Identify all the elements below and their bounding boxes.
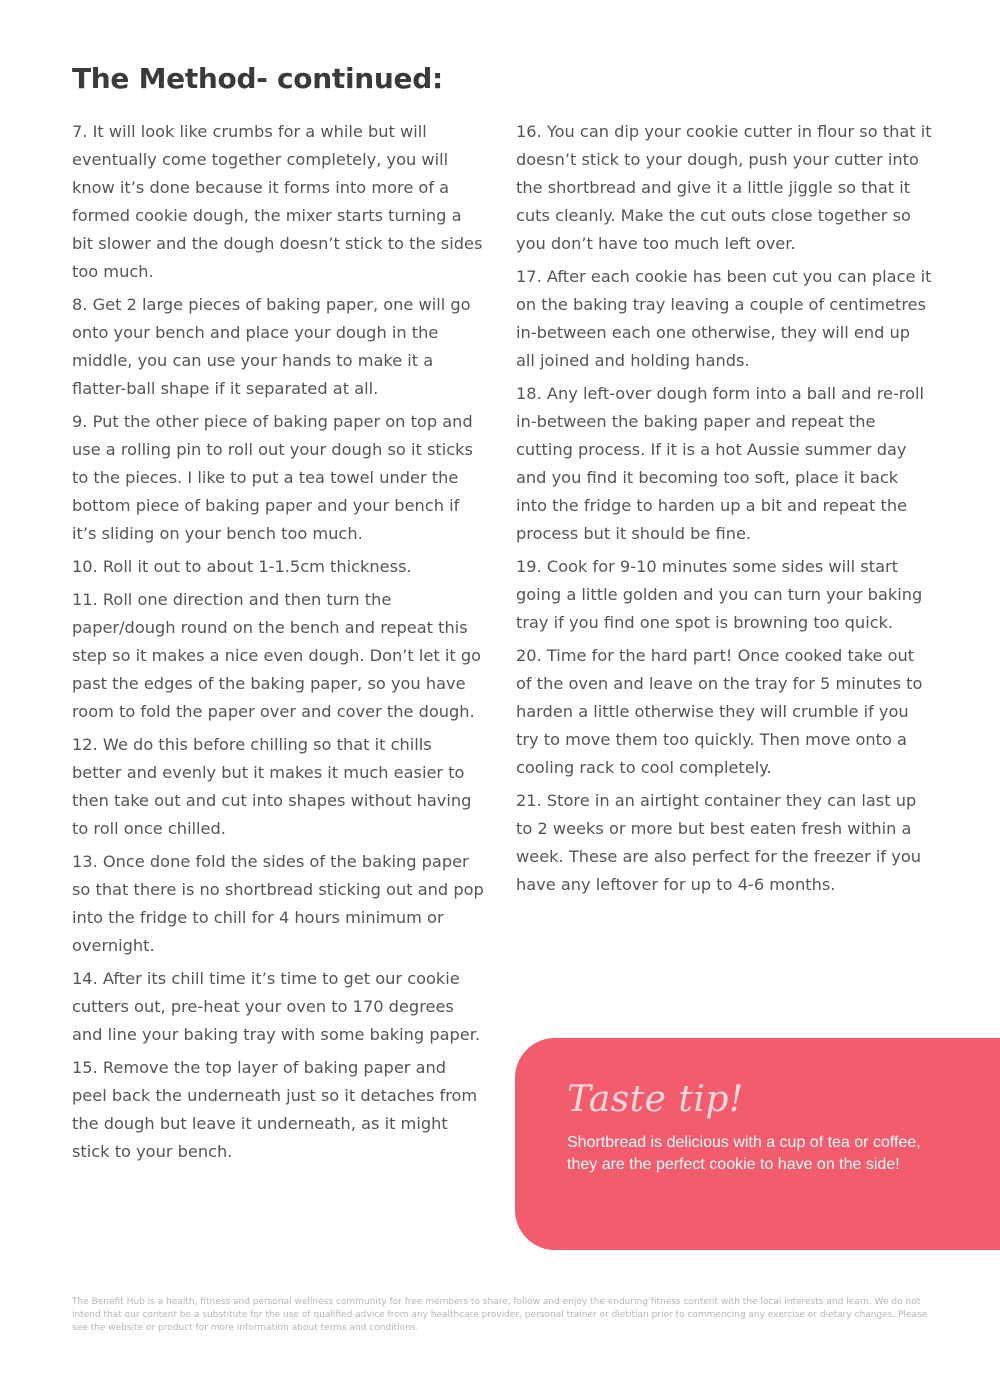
method-step-19: 19. Cook for 9-10 minutes some sides will start going a little golden and you can turn your baking tray if you find one spot is browning too quick.	[516, 557, 923, 632]
method-step-17: 17. After each cookie has been cut you can place it on the baking tray leaving a couple of centimetres in-between each one otherwise, they will end up all joined and holding hands.	[516, 267, 932, 370]
method-step-9: 9. Put the other piece of baking paper on top and use a rolling pin to roll out your dough so it sticks to the pieces. I like to put a tea towel under the bottom piece of baking paper and your bench if it’s sliding on your bench too much.	[72, 412, 473, 543]
method-step-18: 18. Any left-over dough form into a ball and re-roll in-between the baking paper and repeat the cutting process. If it is a hot Aussie summer day and you find it becoming too soft, place it back into the fridge to harden up a bit and repeat the process but it should be fine.	[516, 384, 925, 543]
method-steps-right-column	[516, 118, 932, 904]
method-step-15: 15. Remove the top layer of baking paper and peel back the underneath just so it detaches from the dough but leave it underneath, as it might stick to your bench.	[72, 1058, 478, 1161]
method-step-14: 14. After its chill time it’s time to get our cookie cutters out, pre-heat your oven to 170 degrees and line your baking tray with some baking paper.	[72, 969, 481, 1044]
method-step-8: 8. Get 2 large pieces of baking paper, one will go onto your bench and place your dough in the middle, you can use your hands to make it a flatter-ball shape if it separated at all.	[72, 295, 471, 398]
taste-tip-text: Shortbread is delicious with a cup of tea or coffee, they are the perfect cookie to have on the side!	[567, 1134, 921, 1173]
method-step-13: 13. Once done fold the sides of the baking paper so that there is no shortbread sticking out and pop into the fridge to chill for 4 hours minimum or overnight.	[72, 852, 484, 955]
method-step-16: 16. You can dip your cookie cutter in flour so that it doesn’t stick to your dough, push your cutter into the shortbread and give it a little jiggle so that it cuts cleanly. Make the cut outs close together so you don’t have too much left over.	[516, 122, 932, 253]
method-step-7: 7. It will look like crumbs for a while but will eventually come together completely, you will know it’s done because it forms into more of a formed cookie dough, the mixer starts turning a bit slower and the dough doesn’t stick to the sides too much.	[72, 122, 483, 281]
taste-tip-title: Taste tip!	[567, 1079, 744, 1120]
method-step-20: 20. Time for the hard part! Once cooked take out of the oven and leave on the tray for 5 minutes to harden a little otherwise they will crumble if you try to move them too quickly. Then move onto a cooling rack to cool completely.	[516, 646, 923, 777]
page-title: The Method- continued:	[72, 62, 443, 95]
method-step-12: 12. We do this before chilling so that it chills better and evenly but it makes it much easier to then take out and cut into shapes without having to roll once chilled.	[72, 735, 472, 838]
method-step-21: 21. Store in an airtight container they can last up to 2 weeks or more but best eaten fresh within a week. These are also perfect for the freezer if you have any leftover for up to 4-6 months.	[516, 791, 922, 894]
footnote-disclaimer: The Benefit Hub is a health, fitness and personal wellness community for free members to share, follow and enjoy the enduring fitness content with the local interests and learn. We do not intend that our content be a substitute for the use of qualified advice from any healthcare provider, personal trainer or dietitian prior to commencing any exercise or dietary changes. Please see the website or product for more information about terms and conditions.	[72, 1297, 928, 1333]
method-step-11: 11. Roll one direction and then turn the paper/dough round on the bench and repeat this step so it makes a nice even dough. Don’t let it go past the edges of the baking paper, so you have room to fold the paper over and cover the dough.	[72, 590, 482, 721]
taste-tip-box	[515, 1038, 1000, 1250]
method-step-10: 10. Roll it out to about 1-1.5cm thickness.	[72, 557, 412, 576]
method-steps-left-column	[72, 118, 484, 1171]
